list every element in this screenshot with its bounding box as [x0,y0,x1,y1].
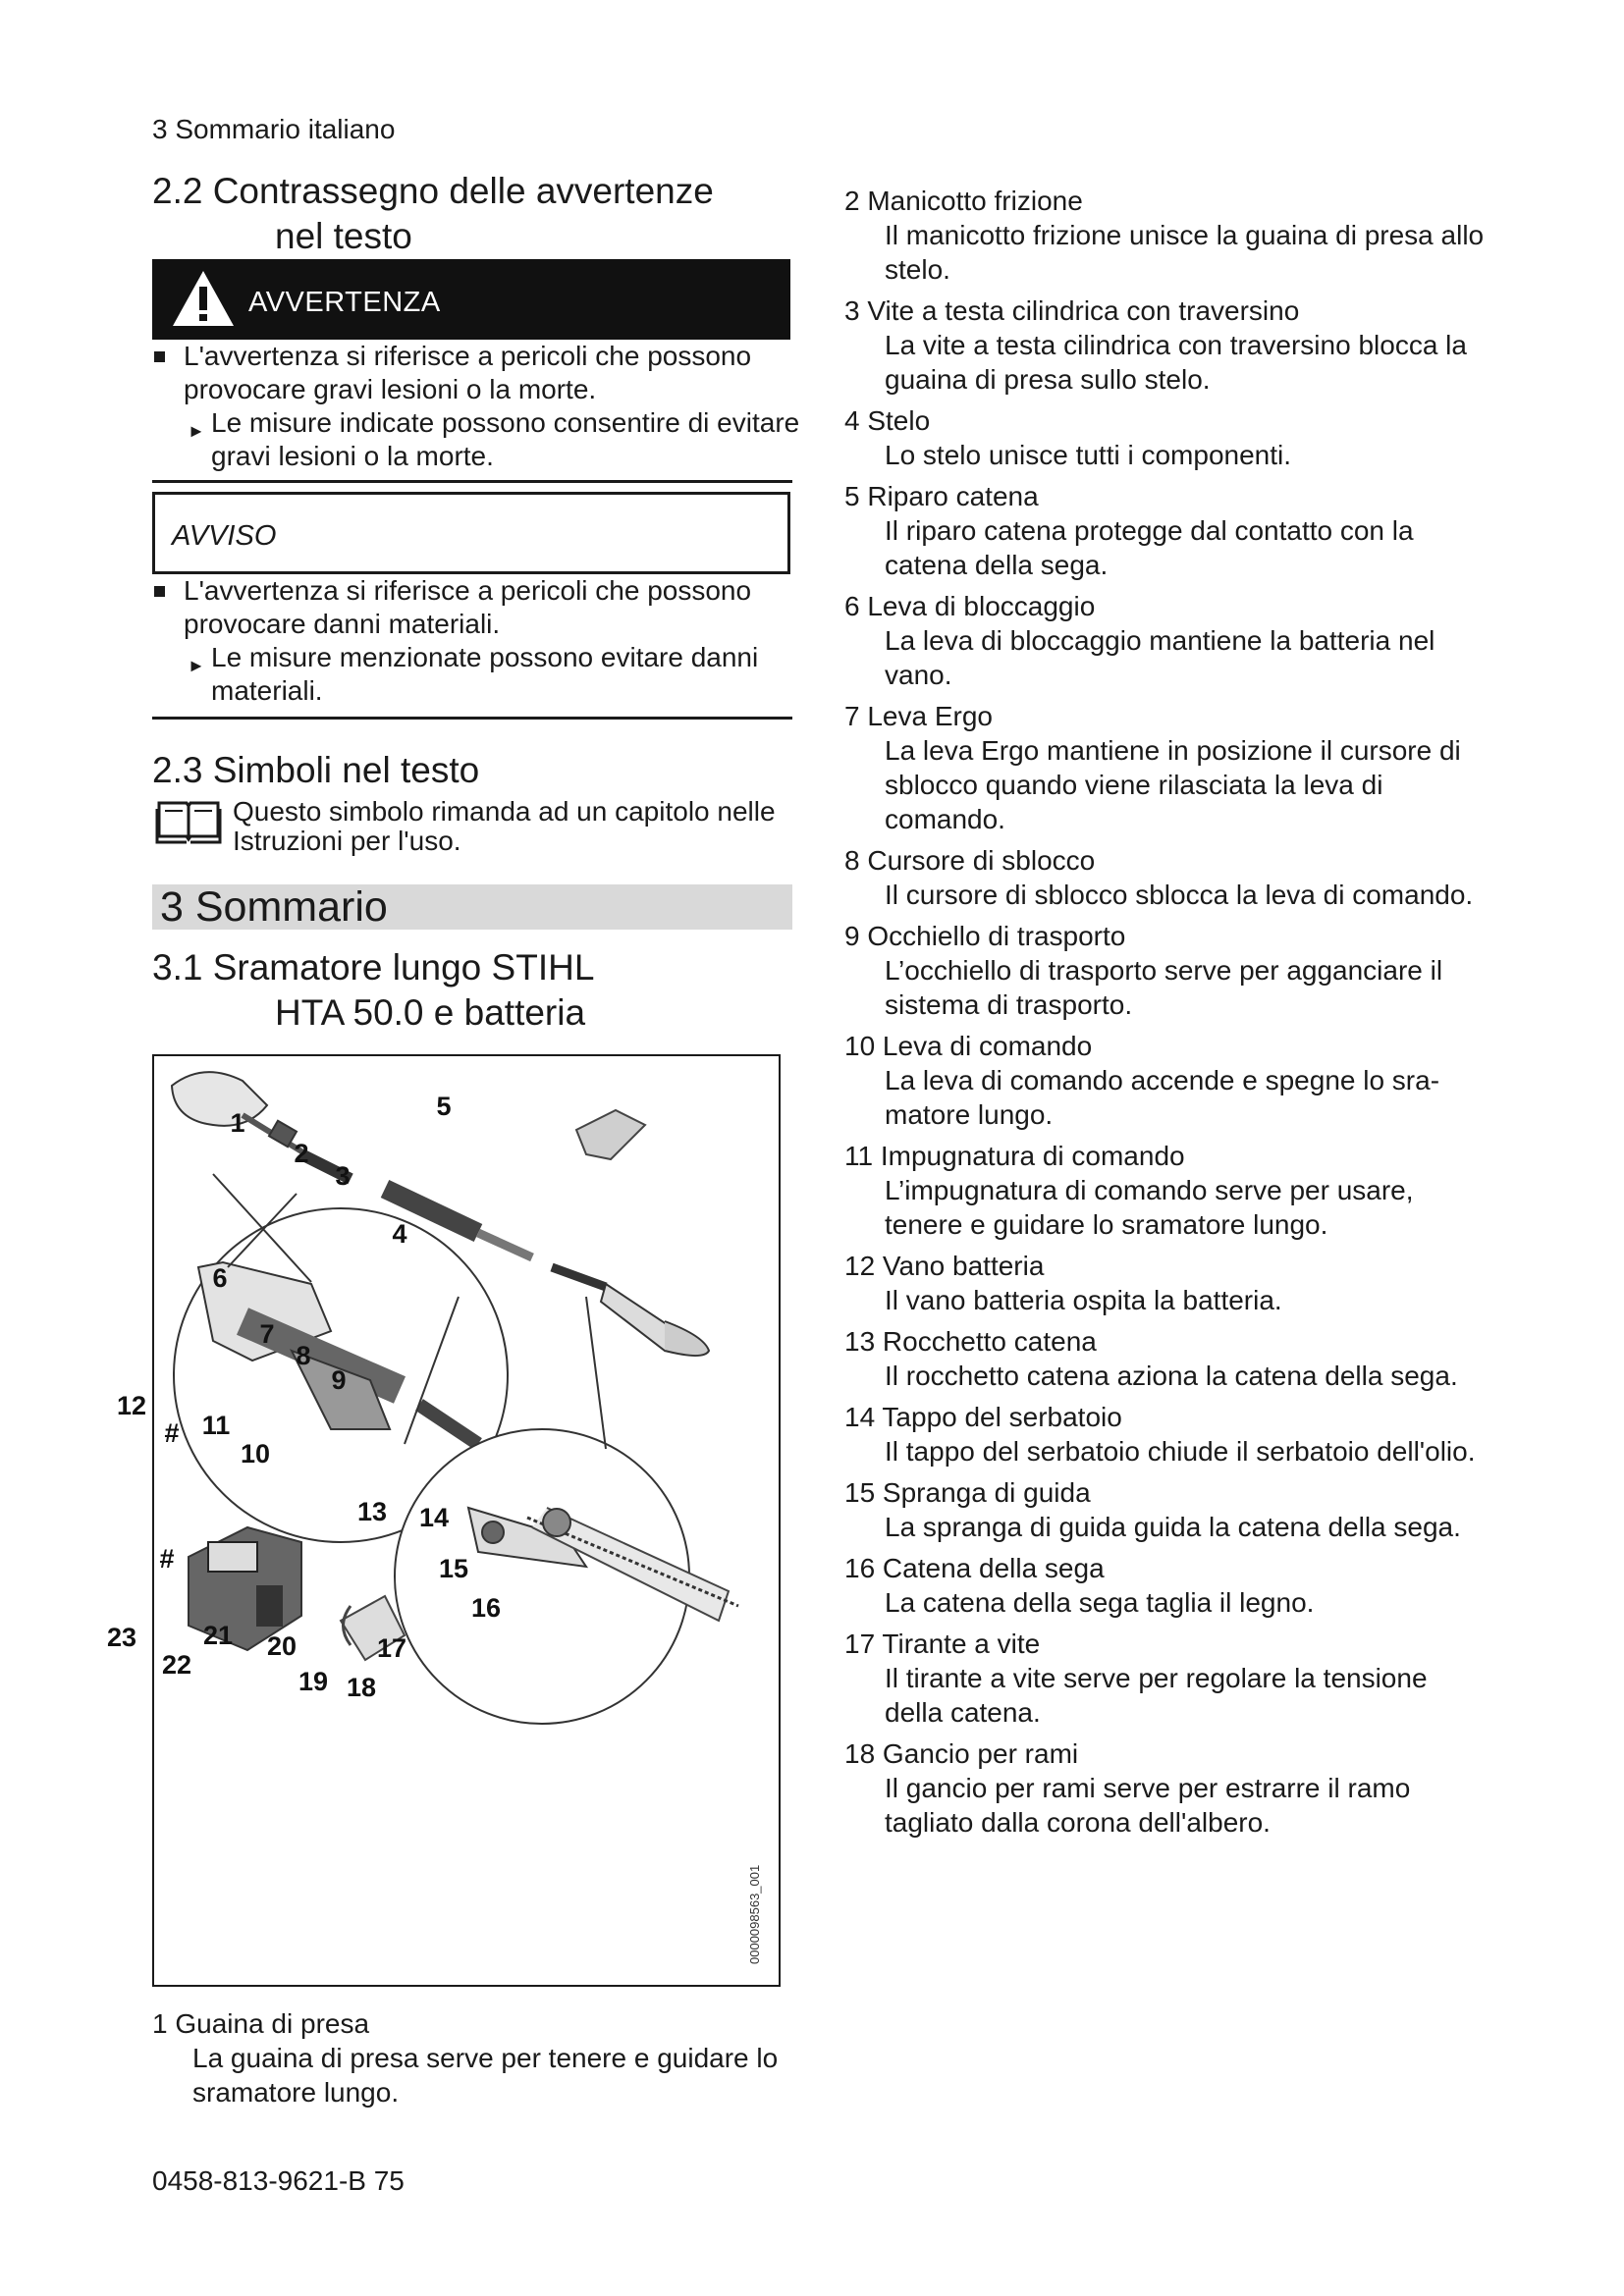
callout-18: 18 [346,1673,377,1702]
section-2-2-heading [152,169,714,259]
bullet-square-icon [154,586,165,597]
section-2-3-text: Questo simbolo rimanda ad un capitolo nelle Istruzioni per l'uso. [233,796,776,856]
callout-14: 14 [418,1503,450,1532]
section-3-1-title-line2: HTA 50.0 e batteria [275,992,586,1033]
callout-22: 22 [161,1650,192,1680]
item-desc: Il tappo del serbatoio chiude il serbatoio dell'olio. [885,1436,1476,1467]
triangle-bullet-icon: ► [188,656,205,675]
item-desc: La guaina di presa serve per tenere e guidare lo sramatore lungo. [192,2043,779,2108]
callout-20: 20 [266,1631,298,1661]
list-item [844,404,1492,472]
list-item [844,844,1492,912]
notice-measure-text: Le misure menzionate possono evitare danni materiali. [211,642,759,706]
item-desc: Il manicotto frizione unisce la guaina di presa allo stelo. [885,220,1485,285]
callout-3: 3 [335,1161,351,1191]
warning-label: AVVERTENZA [248,287,441,318]
warning-banner [152,259,790,340]
item-desc: Il tirante a vite serve per regolare la tensione della catena. [885,1663,1428,1728]
callout-hash-top: # [164,1418,180,1448]
item-desc: Il cursore di sblocco sblocca la leva di comando. [885,880,1474,910]
notice-content [152,574,800,708]
item-desc: La catena della sega taglia il legno. [885,1587,1315,1618]
callout-4: 4 [392,1219,407,1249]
section-3-1-title-line1: 3.1 Sramatore lungo STIHL [152,947,595,988]
item-title: 7 Leva Ergo [844,701,993,731]
callout-16: 16 [470,1593,502,1623]
list-item [152,2007,800,2109]
item-title: 4 Stelo [844,405,931,436]
warning-bullet-text: L'avvertenza si riferisce a pericoli che possono provocare gravi lesioni o la morte. [184,341,752,404]
callout-9: 9 [331,1365,347,1395]
list-item [844,1401,1492,1468]
list-item [844,294,1492,397]
warning-measure [152,406,800,473]
callout-12: 12 [116,1391,147,1420]
list-item [844,1737,1492,1840]
book-icon [155,797,222,846]
item-list-left [152,2007,800,2109]
warning-content [152,340,800,473]
item-desc: La leva di bloccaggio mantiene la batteria nel vano. [885,625,1435,690]
list-item [844,1325,1492,1393]
notice-bullet [152,574,800,641]
item-title: 1 Guaina di presa [152,2008,370,2039]
item-title: 6 Leva di bloccaggio [844,591,1096,621]
item-title: 18 Gancio per rami [844,1738,1079,1769]
item-title: 3 Vite a testa cilindrica con traversino [844,295,1300,326]
item-title: 5 Riparo catena [844,481,1039,511]
warning-bullet [152,340,800,406]
list-item [844,1628,1492,1730]
callout-6: 6 [212,1263,228,1293]
callout-7: 7 [259,1319,275,1349]
list-item [844,185,1492,287]
item-desc: La spranga di guida guida la catena della sega. [885,1512,1461,1542]
callout-17: 17 [376,1633,407,1663]
list-item [844,1476,1492,1544]
page-footer: 0458-813-9621-B 75 [152,2165,405,2196]
section-2-2-title-line2: nel testo [275,216,412,256]
item-desc: La leva di comando accende e spegne lo sramatore lungo. [885,1065,1440,1130]
item-title: 8 Cursore di sblocco [844,845,1096,876]
callout-15: 15 [438,1554,469,1583]
callout-19: 19 [298,1667,329,1696]
item-title: 11 Impugnatura di comando [844,1141,1185,1171]
callout-1: 1 [230,1108,245,1138]
notice-measure [152,641,800,708]
item-desc: Lo stelo unisce tutti i componenti. [885,440,1292,470]
item-desc: Il gancio per rami serve per estrarre il ramo tagliato dalla corona dell'albero. [885,1773,1411,1838]
callout-5: 5 [436,1092,452,1121]
callout-hash-battery: # [159,1544,175,1574]
warning-measure-text: Le misure indicate possono consentire di evitare gravi lesioni o la morte. [211,407,800,471]
notice-banner [152,492,790,574]
item-title: 16 Catena della sega [844,1553,1105,1583]
list-item [844,1552,1492,1620]
product-figure [106,1054,781,1987]
callout-10: 10 [240,1439,271,1468]
item-desc: L’impugnatura di comando serve per usare, tenere e guidare lo sramatore lungo. [885,1175,1414,1240]
callout-11: 11 [201,1411,231,1440]
item-title: 15 Spranga di guida [844,1477,1091,1508]
triangle-bullet-icon: ► [188,421,205,441]
callout-2: 2 [294,1139,309,1168]
callout-13: 13 [356,1497,388,1526]
list-item [844,1140,1492,1242]
item-title: 14 Tappo del serbatoio [844,1402,1122,1432]
item-list-right [844,185,1492,1840]
chapter-title: 3 Sommario [160,883,388,931]
figure-code: 0000098563_001 [747,1864,762,1964]
list-item [844,1030,1492,1132]
callout-23: 23 [106,1623,137,1652]
divider [152,717,792,720]
item-title: 17 Tirante a vite [844,1629,1041,1659]
divider [152,480,792,483]
item-desc: La leva Ergo mantiene in posizione il cursore di sblocco quando viene rilasciata la leva di comando. [885,735,1461,834]
section-3-1-heading [152,945,594,1036]
list-item [844,480,1492,582]
warning-triangle-icon [171,269,236,328]
callout-8: 8 [296,1341,311,1370]
bullet-square-icon [154,351,165,362]
notice-bullet-text: L'avvertenza si riferisce a pericoli che possono provocare danni materiali. [184,575,752,639]
list-item [844,700,1492,836]
section-2-3-title: 2.3 Simboli nel testo [152,750,480,790]
item-title: 9 Occhiello di trasporto [844,921,1126,951]
item-desc: Il vano batteria ospita la batteria. [885,1285,1282,1315]
item-desc: L’occhiello di trasporto serve per agganciare il sistema di trasporto. [885,955,1443,1020]
item-title: 12 Vano batteria [844,1251,1045,1281]
item-desc: Il riparo catena protegge dal contatto con la catena della sega. [885,515,1414,580]
item-title: 10 Leva di comando [844,1031,1093,1061]
item-desc: La vite a testa cilindrica con traversino blocca la guaina di presa sullo stelo. [885,330,1467,395]
list-item [844,590,1492,692]
running-header: 3 Sommario italiano [152,114,396,144]
notice-label: AVVISO [172,520,277,552]
list-item [844,920,1492,1022]
section-2-2-title-line1: 2.2 Contrassegno delle avvertenze [152,171,714,211]
list-item [844,1250,1492,1317]
chapter-bar [152,884,792,930]
item-title: 13 Rocchetto catena [844,1326,1097,1357]
item-title: 2 Manicotto frizione [844,186,1083,216]
callout-21: 21 [202,1621,234,1650]
item-desc: Il rocchetto catena aziona la catena della sega. [885,1361,1458,1391]
product-illustration [106,1056,779,1985]
